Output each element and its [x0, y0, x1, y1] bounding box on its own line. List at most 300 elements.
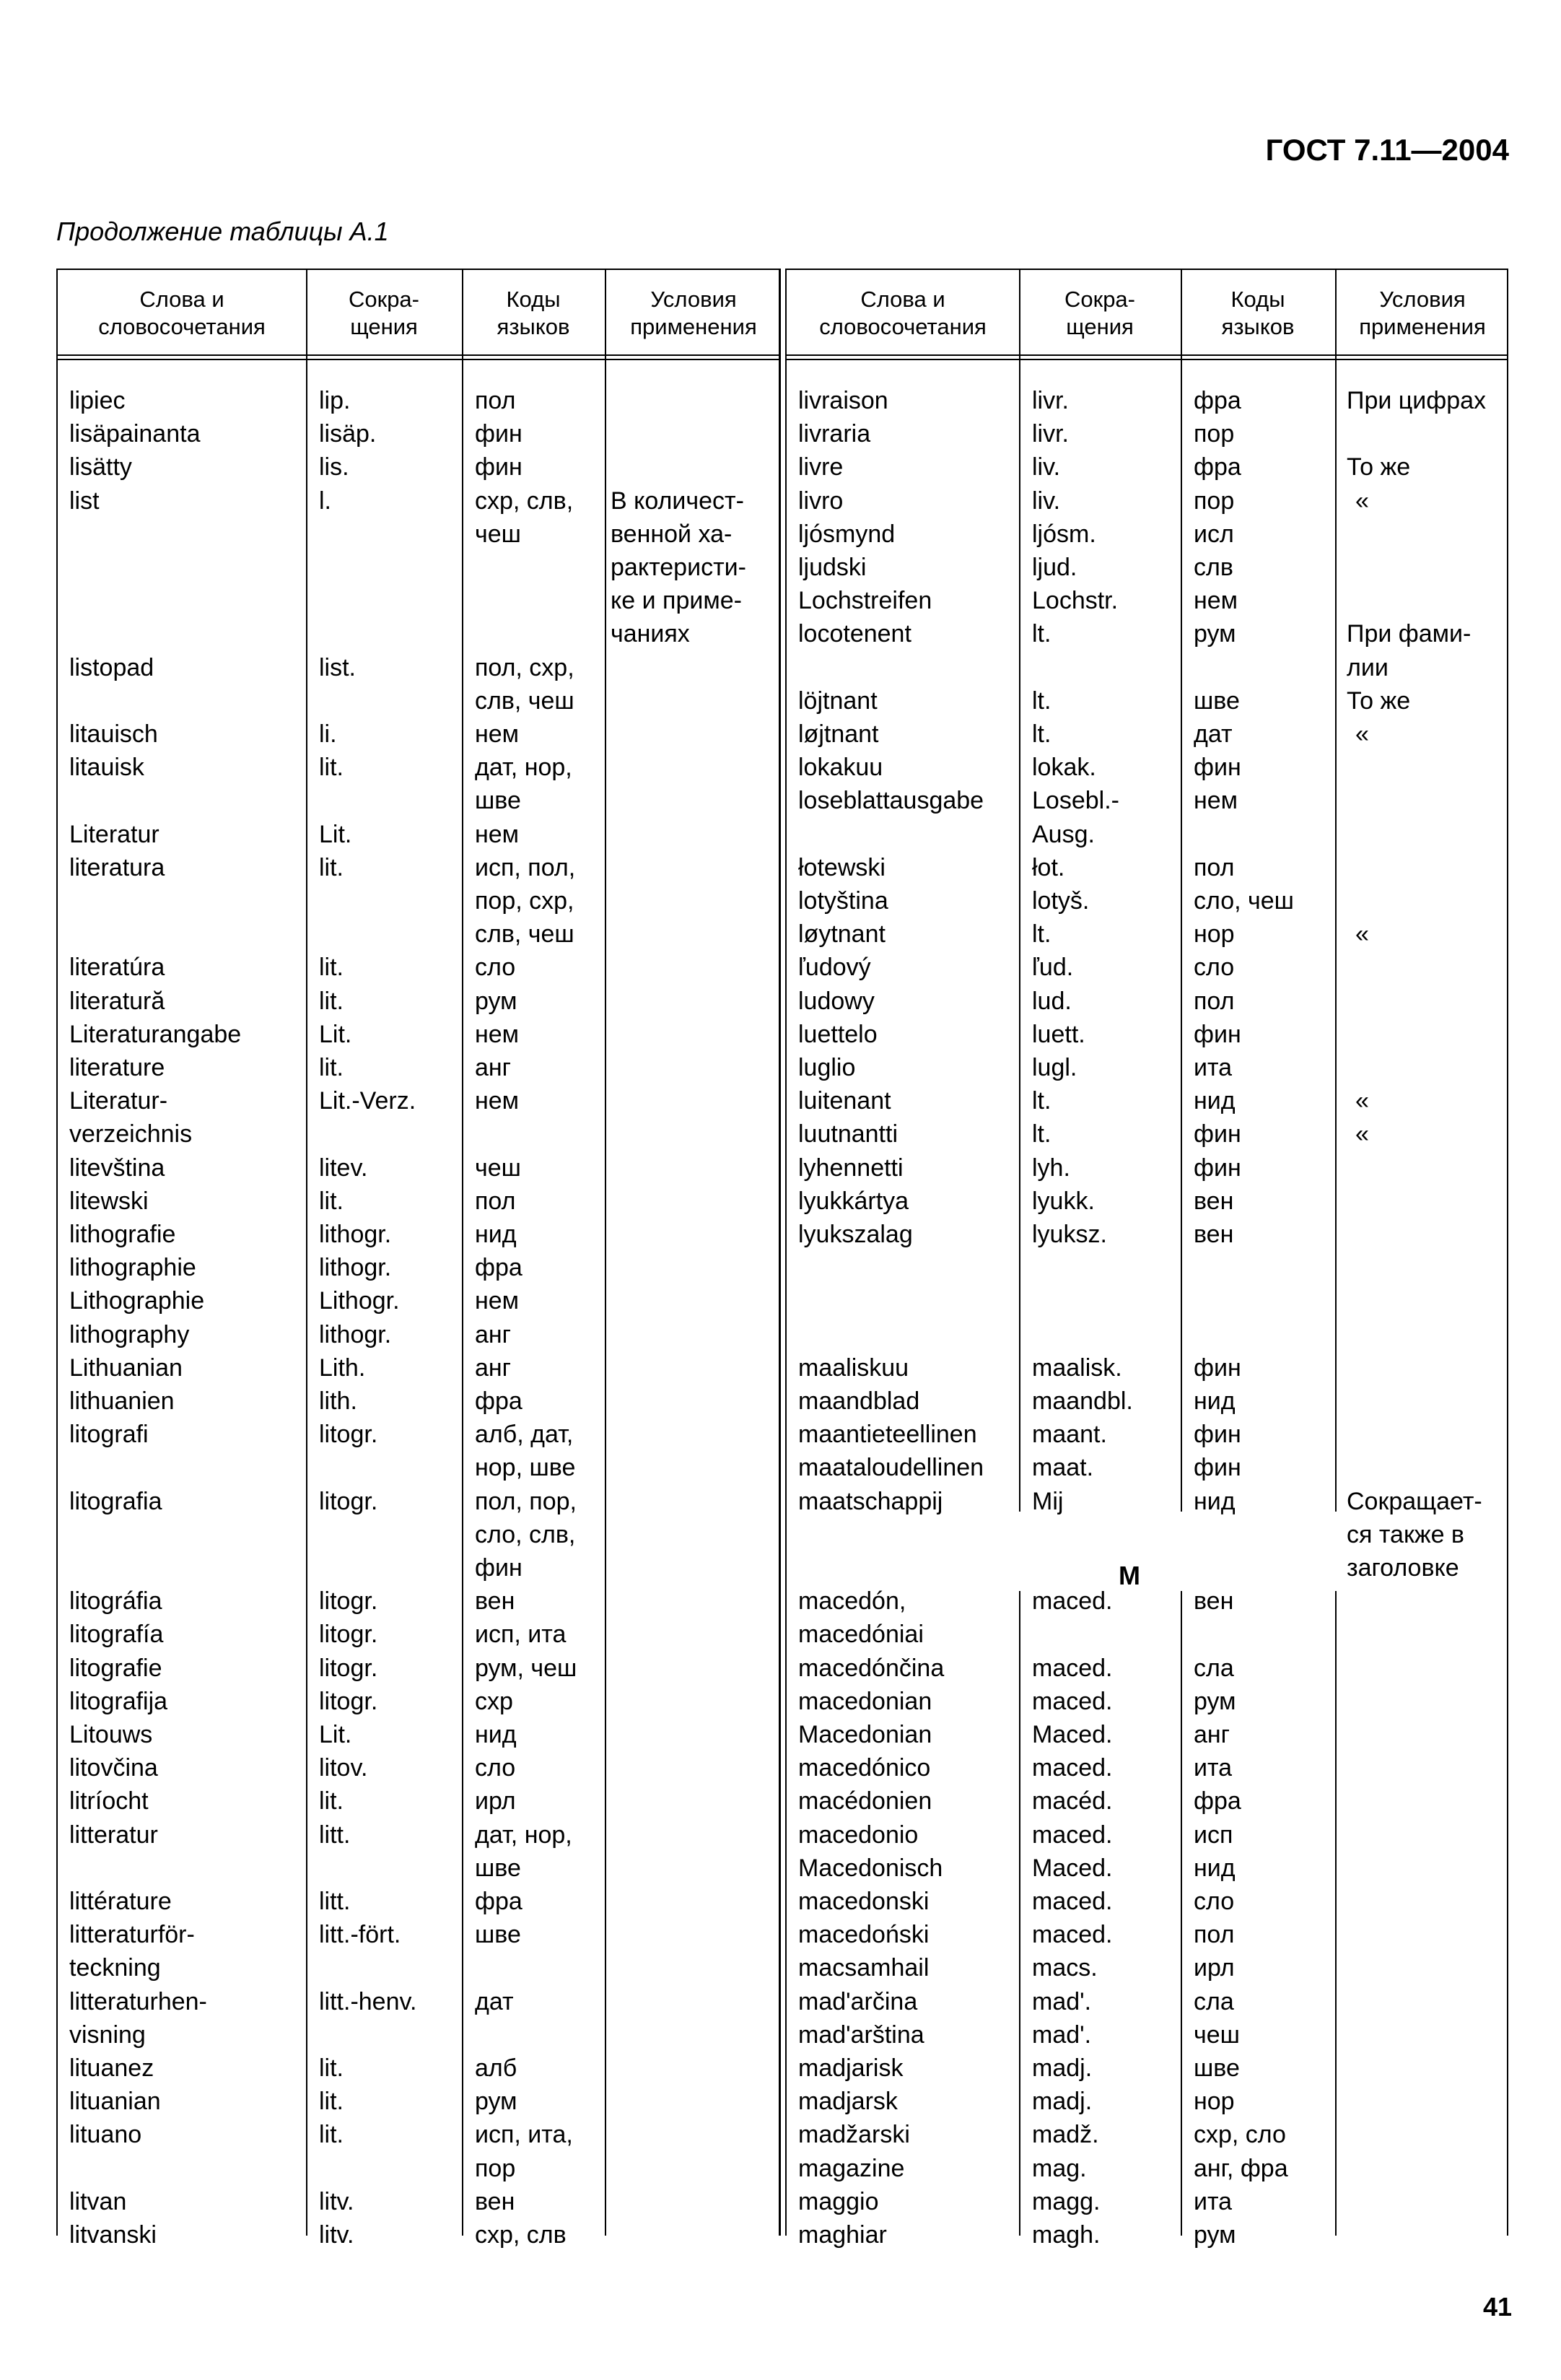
term-text: listopad — [69, 653, 154, 681]
abbreviation-text: litt. — [319, 1821, 351, 1849]
language-code-text: шве — [1194, 686, 1240, 715]
abbreviation-text: lisäp. — [319, 420, 377, 448]
condition-text: « — [1355, 920, 1369, 949]
condition-text: При фами- — [1347, 620, 1472, 648]
term-text: litteratur — [69, 1821, 158, 1849]
abbreviation-text: lit. — [319, 853, 344, 881]
term-text: lithography — [69, 1320, 190, 1348]
term-text: maataloudellinen — [798, 1454, 984, 1482]
term-text: teckning — [69, 1954, 161, 1982]
language-code-text: фра — [1194, 453, 1241, 481]
term-text: Literatur- — [69, 1087, 168, 1115]
term-text: Macedonisch — [798, 1854, 943, 1882]
abbreviation-text: lis. — [319, 453, 349, 481]
term-text: livre — [798, 453, 844, 481]
term-text: Macedonian — [798, 1721, 932, 1748]
term-text: litvanski — [69, 2221, 157, 2249]
language-code-text: рум — [475, 987, 517, 1015]
language-code-text: нем — [475, 1287, 520, 1315]
abbreviation-text: litogr. — [319, 1421, 378, 1449]
language-code-text: исп, ита, — [475, 2121, 573, 2149]
abbreviation-text: mad'. — [1032, 1987, 1092, 2015]
term-text: loseblattausgabe — [798, 787, 984, 815]
language-code-text: дат — [475, 1987, 514, 2015]
term-text: luitenant — [798, 1087, 891, 1115]
language-code-text: рум — [1194, 620, 1236, 648]
language-code-text: исп — [1194, 1821, 1233, 1849]
header-line: щения — [350, 314, 418, 339]
term-text: Lithuanian — [69, 1354, 183, 1382]
abbreviation-text: litv. — [319, 2187, 354, 2215]
language-code-text: анг — [475, 1320, 512, 1348]
header-line: Сокра- — [1064, 287, 1135, 312]
abbreviation-text: maced. — [1032, 1654, 1113, 1682]
abbreviation-text: maced. — [1032, 1921, 1113, 1949]
abbreviation-text: łot. — [1032, 853, 1065, 881]
header-line: применения — [630, 314, 757, 339]
term-text: litevština — [69, 1154, 165, 1182]
language-code-text: пол — [1194, 1921, 1235, 1949]
condition-text: Сокращает- — [1347, 1487, 1482, 1515]
language-code-text: нем — [1194, 787, 1238, 815]
abbreviation-text: Lit.-Verz. — [319, 1087, 416, 1115]
language-code-text: сла — [1194, 1654, 1234, 1682]
header-line: Условия — [650, 287, 737, 312]
language-code-text: исл — [1194, 520, 1234, 548]
abbreviation-text: lit. — [319, 987, 344, 1015]
term-text: visning — [69, 2021, 146, 2049]
term-text: macedoński — [798, 1921, 930, 1949]
term-text: madžarski — [798, 2121, 910, 2149]
abbreviation-text: madj. — [1032, 2088, 1093, 2116]
language-code-text: сло — [1194, 954, 1235, 982]
language-code-text: алб — [475, 2054, 517, 2082]
term-text: litewski — [69, 1187, 149, 1215]
term-text: maandblad — [798, 1387, 920, 1415]
term-text: literature — [69, 1054, 165, 1081]
condition-text: « — [1355, 1120, 1369, 1148]
abbreviation-text: ľud. — [1032, 954, 1074, 982]
standard-number: ГОСТ 7.11—2004 — [1265, 133, 1509, 167]
term-text: Literaturangabe — [69, 1020, 242, 1048]
abbreviation-text: litt.-fört. — [319, 1921, 401, 1949]
abbreviation-text: maced. — [1032, 1754, 1113, 1782]
language-code-text: шве — [1194, 2054, 1240, 2082]
term-text: madjarsk — [798, 2088, 898, 2116]
term-text: literatúra — [69, 954, 165, 982]
abbreviation-text: litv. — [319, 2221, 354, 2249]
language-code-text: нид — [475, 1221, 517, 1248]
abbreviation-text: Lithogr. — [319, 1287, 400, 1315]
term-text: litografija — [69, 1687, 168, 1715]
abbreviation-text: litt.-henv. — [319, 1987, 417, 2015]
abbreviation-text: lt. — [1032, 1087, 1051, 1115]
language-code-text: исп, пол, — [475, 853, 576, 881]
language-code-text: нид — [475, 1721, 517, 1748]
header-line: Коды — [1230, 287, 1285, 312]
language-code-text: вен — [475, 2187, 515, 2215]
language-code-text: сла — [1194, 1987, 1234, 2015]
language-code-text: схр, слв — [475, 2221, 567, 2249]
language-code-text: слв — [1194, 554, 1233, 581]
header-line: словосочетания — [819, 314, 987, 339]
language-code-text: чеш — [475, 520, 521, 548]
abbreviation-text: madj. — [1032, 2054, 1093, 2082]
abbreviation-text: lithogr. — [319, 1221, 392, 1248]
header-line: языков — [1221, 314, 1295, 339]
language-code-text: схр — [475, 1687, 513, 1715]
panel-divider — [779, 269, 780, 2236]
term-text: lithografie — [69, 1221, 176, 1248]
term-text: lyukszalag — [798, 1221, 913, 1248]
term-text: littérature — [69, 1888, 172, 1915]
language-code-text: нор — [1194, 2088, 1235, 2116]
term-text: macédonien — [798, 1787, 932, 1815]
language-code-text: фин — [1194, 1354, 1241, 1382]
language-code-text: шве — [475, 1854, 521, 1882]
term-text: Lochstreifen — [798, 587, 932, 615]
language-code-text: ита — [1194, 1054, 1233, 1081]
abbreviation-text: maced. — [1032, 1821, 1113, 1849]
language-code-text: шве — [475, 1921, 521, 1949]
language-code-text: анг, фра — [1194, 2154, 1288, 2182]
language-code-text: нем — [475, 1087, 520, 1115]
abbreviation-text: lyukk. — [1032, 1187, 1095, 1215]
term-text: list — [69, 487, 100, 515]
term-text: lisätty — [69, 453, 132, 481]
table-body-left — [58, 270, 779, 2249]
language-code-text: нем — [475, 1020, 520, 1048]
condition-text: чаниях — [611, 620, 690, 648]
abbreviation-text: l. — [319, 487, 331, 515]
term-text: ljósmynd — [798, 520, 896, 548]
term-text: luglio — [798, 1054, 856, 1081]
language-code-text: пол, пор, — [475, 1487, 577, 1515]
language-code-text: сло, чеш — [1194, 887, 1294, 915]
term-text: litteraturhen- — [69, 1987, 207, 2015]
abbreviation-text: litov. — [319, 1754, 368, 1782]
term-text: maantieteellinen — [798, 1421, 977, 1449]
term-text: literatura — [69, 853, 165, 881]
language-code-text: нор — [1194, 920, 1235, 949]
term-text: lokakuu — [798, 754, 883, 782]
header-line: словосочетания — [98, 314, 266, 339]
language-code-text: чеш — [475, 1154, 521, 1182]
condition-text: заголовке — [1347, 1554, 1459, 1582]
abbreviation-text: lud. — [1032, 987, 1072, 1015]
language-code-text: исп, ита — [475, 1621, 567, 1649]
term-text: litauisch — [69, 720, 158, 748]
condition-text: венной ха- — [611, 520, 733, 548]
abbreviation-text: maat. — [1032, 1454, 1094, 1482]
language-code-text: нид — [1194, 1387, 1236, 1415]
language-code-text: шве — [475, 787, 521, 815]
language-code-text: вен — [1194, 1221, 1234, 1248]
abbreviation-text: lit. — [319, 1787, 344, 1815]
abbreviation-text: magh. — [1032, 2221, 1101, 2249]
term-text: løytnant — [798, 920, 886, 949]
language-code-text: нид — [1194, 1854, 1236, 1882]
language-code-text: вен — [1194, 1187, 1234, 1215]
language-code-text: ирл — [1194, 1954, 1235, 1982]
term-text: macedóniai — [798, 1621, 924, 1649]
term-text: Lithographie — [69, 1287, 205, 1315]
abbreviation-text: maant. — [1032, 1421, 1107, 1449]
language-code-text: анг — [1194, 1721, 1230, 1748]
abbreviation-text: lyuksz. — [1032, 1221, 1107, 1248]
table-panel-left — [56, 269, 781, 2249]
abbreviation-text: lugl. — [1032, 1054, 1077, 1081]
language-code-text: ита — [1194, 1754, 1233, 1782]
condition-text: То же — [1347, 686, 1411, 715]
term-text: livraria — [798, 420, 871, 448]
abbreviation-text: list. — [319, 653, 356, 681]
term-text: locotenent — [798, 620, 911, 648]
section-letter: М — [1119, 1561, 1140, 1590]
term-text: maghiar — [798, 2221, 887, 2249]
term-text: maaliskuu — [798, 1354, 909, 1382]
language-code-text: ита — [1194, 2187, 1233, 2215]
abbreviation-text: lt. — [1032, 920, 1051, 949]
language-code-text: фин — [475, 453, 522, 481]
abbreviation-text: maced. — [1032, 1587, 1113, 1616]
language-code-text: фин — [1194, 1120, 1241, 1148]
language-code-text: фра — [475, 1387, 522, 1415]
term-text: lituanian — [69, 2088, 161, 2116]
term-text: macedón, — [798, 1587, 906, 1616]
language-code-text: пор, схр, — [475, 887, 574, 915]
language-code-text: дат, нор, — [475, 1821, 572, 1849]
language-code-text: рум, чеш — [475, 1654, 577, 1682]
abbreviation-text: lithogr. — [319, 1320, 392, 1348]
condition-text: « — [1355, 487, 1369, 515]
term-text: litvan — [69, 2187, 127, 2215]
term-text: livraison — [798, 387, 888, 414]
term-text: litauisk — [69, 754, 144, 782]
language-code-text: слв, чеш — [475, 920, 574, 949]
term-text: lotyština — [798, 887, 888, 915]
table-caption: Продолжение таблицы А.1 — [56, 217, 389, 246]
abbreviation-text: maandbl. — [1032, 1387, 1133, 1415]
language-code-text: пор — [475, 2154, 516, 2182]
abbreviation-text: livr. — [1032, 420, 1069, 448]
term-text: lituano — [69, 2121, 142, 2149]
term-text: lithographie — [69, 1254, 196, 1282]
language-code-text: фин — [1194, 1454, 1241, 1482]
term-text: litográfia — [69, 1587, 162, 1616]
language-code-text: пол, схр, — [475, 653, 574, 681]
term-text: ľudový — [798, 954, 871, 982]
term-text: Literatur — [69, 820, 159, 848]
language-code-text: схр, сло — [1194, 2121, 1286, 2149]
term-text: løjtnant — [798, 720, 879, 748]
abbreviation-text: Losebl.- — [1032, 787, 1119, 815]
abbreviation-text: litogr. — [319, 1621, 378, 1649]
language-code-text: фра — [475, 1888, 522, 1915]
abbreviation-text: mag. — [1032, 2154, 1087, 2182]
abbreviation-text: Lit. — [319, 1020, 352, 1048]
term-text: macedonian — [798, 1687, 932, 1715]
abbreviation-text: litogr. — [319, 1687, 378, 1715]
term-text: Litouws — [69, 1721, 153, 1748]
abbreviation-text: madž. — [1032, 2121, 1099, 2149]
abbreviation-text: magg. — [1032, 2187, 1101, 2215]
abbreviation-text: lit. — [319, 2088, 344, 2116]
abbreviation-text: lyh. — [1032, 1154, 1070, 1182]
language-code-text: фин — [1194, 1154, 1241, 1182]
abbreviation-text: Mij — [1032, 1487, 1064, 1515]
abbreviation-text: Lochstr. — [1032, 587, 1119, 615]
language-code-text: фра — [1194, 387, 1241, 414]
abbreviation-text: ljósm. — [1032, 520, 1096, 548]
language-code-text: дат — [1194, 720, 1233, 748]
term-text: mad'arčina — [798, 1987, 918, 2015]
abbreviation-text: lit. — [319, 1187, 344, 1215]
abbreviation-text: lit. — [319, 954, 344, 982]
term-text: verzeichnis — [69, 1120, 193, 1148]
language-code-text: фра — [1194, 1787, 1241, 1815]
header-line: Коды — [506, 287, 561, 312]
abbreviation-text: lithogr. — [319, 1254, 392, 1282]
abbreviation-text: litogr. — [319, 1587, 378, 1616]
language-code-text: пол — [1194, 987, 1235, 1015]
language-code-text: сло, слв, — [475, 1520, 576, 1548]
term-text: litografi — [69, 1421, 149, 1449]
abbreviation-text: lokak. — [1032, 754, 1096, 782]
abbreviation-text: maalisk. — [1032, 1354, 1122, 1382]
term-text: ljudski — [798, 554, 867, 581]
abbreviation-text: Ausg. — [1032, 820, 1095, 848]
condition-text: « — [1355, 1087, 1369, 1115]
table-panel-right — [785, 269, 1508, 2249]
language-code-text: рум — [1194, 1687, 1236, 1715]
language-code-text: фра — [475, 1254, 522, 1282]
abbreviation-text: litev. — [319, 1154, 368, 1182]
abbreviation-text: macs. — [1032, 1954, 1098, 1982]
condition-text: То же — [1347, 453, 1411, 481]
condition-text: При цифрах — [1347, 387, 1487, 414]
term-text: lipiec — [69, 387, 126, 414]
language-code-text: фин — [475, 1554, 522, 1582]
term-text: litríocht — [69, 1787, 149, 1815]
abbreviation-text: Maced. — [1032, 1721, 1113, 1748]
abbreviation-text: li. — [319, 720, 337, 748]
abbreviation-text: lit. — [319, 2054, 344, 2082]
condition-text: « — [1355, 720, 1369, 748]
term-text: łotewski — [798, 853, 886, 881]
language-code-text: ирл — [475, 1787, 516, 1815]
language-code-text: рум — [475, 2088, 517, 2116]
language-code-text: фин — [1194, 1421, 1241, 1449]
language-code-text: анг — [475, 1054, 512, 1081]
term-text: maggio — [798, 2187, 879, 2215]
term-text: litografia — [69, 1487, 162, 1515]
term-text: litovčina — [69, 1754, 158, 1782]
abbreviation-text: livr. — [1032, 387, 1069, 414]
language-code-text: сло — [1194, 1888, 1235, 1915]
abbreviation-text: litogr. — [319, 1487, 378, 1515]
abbreviation-text: lt. — [1032, 720, 1051, 748]
term-text: luettelo — [798, 1020, 878, 1048]
abbreviation-text: mad'. — [1032, 2021, 1092, 2049]
language-code-text: схр, слв, — [475, 487, 574, 515]
language-code-text: пор — [1194, 487, 1235, 515]
abbreviation-text: macéd. — [1032, 1787, 1113, 1815]
abbreviation-text: Maced. — [1032, 1854, 1113, 1882]
condition-text: лии — [1347, 653, 1389, 681]
language-code-text: нем — [1194, 587, 1238, 615]
page-number: 41 — [1482, 2292, 1512, 2322]
language-code-text: рум — [1194, 2221, 1236, 2249]
header-line: Условия — [1379, 287, 1466, 312]
abbreviation-text: Lit. — [319, 820, 352, 848]
term-text: lyhennetti — [798, 1154, 904, 1182]
term-text: macedonski — [798, 1888, 930, 1915]
term-text: macedónčina — [798, 1654, 945, 1682]
abbreviation-text: liv. — [1032, 453, 1061, 481]
condition-text: ся также в — [1347, 1520, 1464, 1548]
header-line: Слова и — [860, 287, 945, 312]
abbreviation-text: maced. — [1032, 1888, 1113, 1915]
language-code-text: чеш — [1194, 2021, 1240, 2049]
abbreviation-text: ljud. — [1032, 554, 1077, 581]
language-code-text: вен — [475, 1587, 515, 1616]
header-line: Сокра- — [349, 287, 419, 312]
term-text: literatură — [69, 987, 165, 1015]
condition-text: ке и приме- — [611, 587, 742, 615]
term-text: lyukkártya — [798, 1187, 909, 1215]
term-text: ludowy — [798, 987, 875, 1015]
language-code-text: нид — [1194, 1087, 1236, 1115]
abbreviation-text: lt. — [1032, 620, 1051, 648]
abbreviation-text: Lith. — [319, 1354, 366, 1382]
term-text: maatschappij — [798, 1487, 943, 1515]
term-text: madjarisk — [798, 2054, 904, 2082]
condition-text: рактеристи- — [611, 554, 746, 581]
abbreviation-text: litogr. — [319, 1654, 378, 1682]
term-text: lituanez — [69, 2054, 154, 2082]
term-text: luutnantti — [798, 1120, 898, 1148]
language-code-text: алб, дат, — [475, 1421, 574, 1449]
term-text: macedonio — [798, 1821, 919, 1849]
header-line: языков — [497, 314, 570, 339]
header-line: щения — [1066, 314, 1134, 339]
abbreviation-text: lt. — [1032, 686, 1051, 715]
term-text: lithuanien — [69, 1387, 175, 1415]
abbreviation-text: lit. — [319, 2121, 344, 2149]
header-line: применения — [1359, 314, 1486, 339]
language-code-text: пол — [475, 1187, 516, 1215]
language-code-text: сло — [475, 954, 516, 982]
language-code-text: нид — [1194, 1487, 1236, 1515]
abbreviation-text: lt. — [1032, 1120, 1051, 1148]
language-code-text: вен — [1194, 1587, 1234, 1616]
language-code-text: пол — [475, 387, 516, 414]
table-body-right — [787, 270, 1507, 2249]
term-text: macsamhail — [798, 1954, 930, 1982]
language-code-text: фин — [1194, 754, 1241, 782]
language-code-text: фин — [475, 420, 522, 448]
term-text: macedónico — [798, 1754, 931, 1782]
abbreviation-text: Lit. — [319, 1721, 352, 1748]
language-code-text: слв, чеш — [475, 686, 574, 715]
term-text: litografie — [69, 1654, 162, 1682]
language-code-text: нем — [475, 720, 520, 748]
language-code-text: дат, нор, — [475, 754, 572, 782]
abbreviation-text: lip. — [319, 387, 351, 414]
language-code-text: нор, шве — [475, 1454, 576, 1482]
language-code-text: пор — [1194, 420, 1235, 448]
